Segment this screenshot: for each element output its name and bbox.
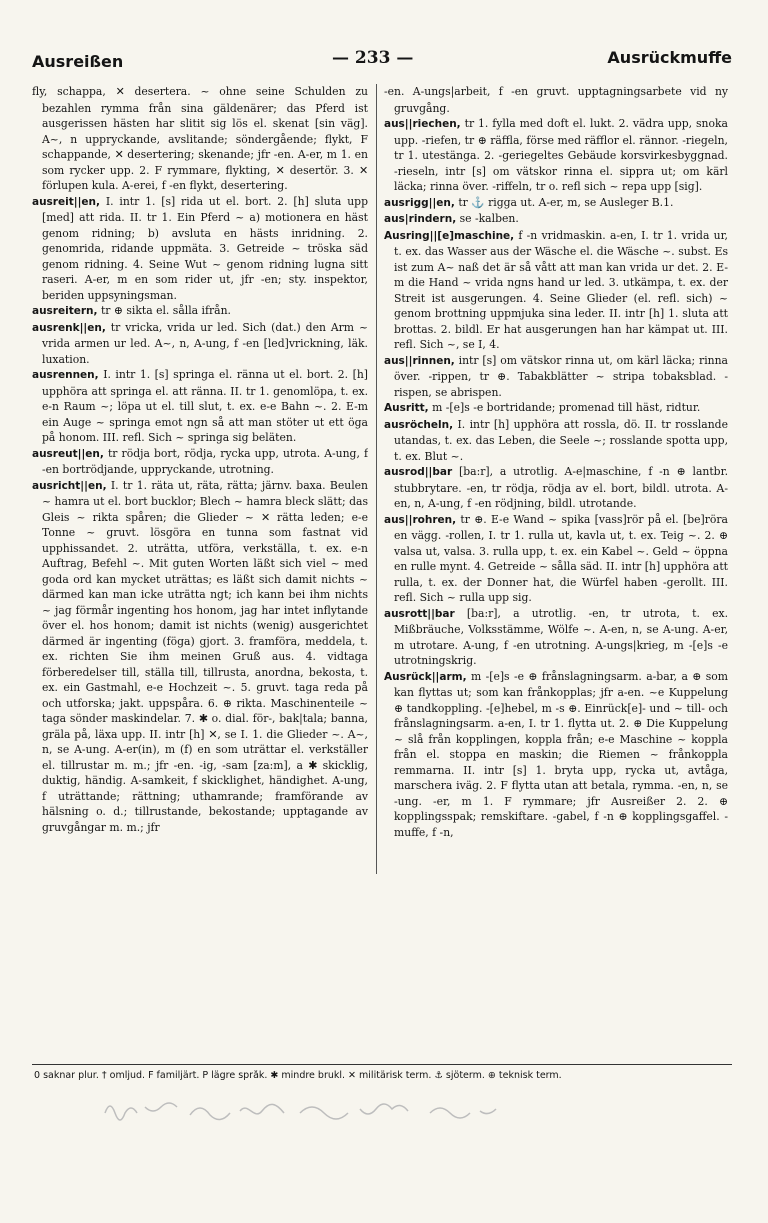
entry-text: [ba:r], a utrotlig. A-e|maschine, f -n ⊕ lantbr. stubbrytare. -en, tr rödja, rödja av el. bort, bildl. utrota. A-en, n, A-ung, f -en rödjning, bildl. utrotande. <box>394 465 728 510</box>
entry-text: [ba:r], a utrotlig. -en, tr utrota, t. ex. Mißbräuche, Volksstämme, Wölfe ~. A-en, n, se A-ung. A-er, m utrotare. A-ung, f -en utrotning. A-ungs|krieg, m -[e]s -e utrotningskrig. <box>394 606 728 667</box>
entry-text: f -n vridmaskin. a-en, I. tr 1. vrida ur, t. ex. das Wasser aus der Wäsche el. die Wäsche ~. subst. Es ist zum A~ naß det är så vått att man kan vrida ur det. 2. E-m die Hand ~ vrida ngns hand ur led. 3. utkämpa, t. ex. der Streit ist ausgerungen. 4. Seine Glieder (el. refl. sich) ~ genom brottning uppmjuka sina leder. II. intr [h] 1. sluta att brottas. 2. bildl. Er hat ausgerungen han har kämpat ut. III. refl. Sich ~, se I, 4. <box>394 228 728 351</box>
entry-headword: ausröcheln, <box>384 418 454 431</box>
entry-headword: Ausrück||arm, <box>384 670 467 683</box>
dictionary-entry <box>384 400 728 417</box>
dictionary-entry <box>384 116 728 195</box>
dictionary-entry <box>32 303 368 320</box>
entry-headword: ausrod||bar <box>384 466 453 478</box>
dictionary-entry <box>32 478 368 836</box>
entry-headword: ausreitern, <box>32 305 98 317</box>
entry-text: fly, schappa, ✕ desertera. ~ ohne seine Schulden zu bezahlen rymma från sina gäldenärer; das Pferd ist ausgerissen hästen har slitit sig lös el. skenat [sin väg]. A~, n uppryckande, avslitande; söndergående; flykt, F schappande, ✕ desertering; skenande; jfr -en. A-er, m 1. en som rycker upp. 2. F rymmare, flykting, ✕ desertör. 3. ✕ förlupen kula. A-erei, f -en flykt, desertering. <box>32 85 368 192</box>
dictionary-entry <box>32 84 368 194</box>
left-column <box>32 84 368 874</box>
entry-headword: ausricht||en, <box>32 479 107 492</box>
entry-text: tr rödja bort, rödja, rycka upp, utrota. A-ung, f -en bortrödjande, uppryckande, utrotning. <box>42 446 368 476</box>
entry-text: se -kalben. <box>459 212 519 225</box>
entry-headword: ausreut||en, <box>32 447 104 460</box>
handwritten-pencil-note <box>100 1095 520 1130</box>
entry-text: tr 1. fylla med doft el. lukt. 2. vädra upp, snoka upp. -riefen, tr ⊕ räffla, förse med räfflor el. rännor. -riegeln, tr 1. utestänga. 2. -geriegeltes Gebäude korsvirkesbyggnad. -rieseln, intr [s] om vätskor rinna el. sippra ut; om kärl läcka; rinna över. -riffeln, tr o. refl sich ~ repa upp [sig]. <box>394 117 728 193</box>
entry-text: tr vricka, vrida ur led. Sich (dat.) den Arm ~ vrida armen ur led. A~, n, A-ung, f -en [led]vrickning, läk. luxation. <box>42 320 368 366</box>
entry-text: intr [s] om vätskor rinna ut, om kärl läcka; rinna över. -rippen, tr ⊕. Tabakblätter ~ stripa tobaksblad. -rispen, se abrispen. <box>394 353 728 399</box>
dictionary-entry <box>384 195 728 212</box>
entry-headword: aus|rindern, <box>384 213 457 225</box>
handwriting-scribble <box>100 1095 520 1125</box>
entry-headword: ausrigg||en, <box>384 196 455 209</box>
entry-headword: ausrott||bar <box>384 607 455 620</box>
entry-headword: aus||rinnen, <box>384 354 455 367</box>
right-running-headword: Ausrückmuffe <box>607 48 732 67</box>
entry-text: tr ⊕ sikta el. sålla ifrån. <box>100 304 231 317</box>
entry-headword: aus||riechen, <box>384 118 461 130</box>
entry-text: tr ⚓ rigga ut. A-er, m, se Ausleger B.1. <box>458 195 674 209</box>
entry-text: I. tr 1. räta ut, räta, rätta; järnv. baxa. Beulen ~ hamra ut el. bort bucklor; Blech ~ hamra bleck slätt; das Gleis ~ rikta spåren; die Glieder ~ ✕ rätta leden; e-e Tonne ~ gruvt. lösgöra en tunna som fastnat vid upphissandet. 2. uträtta, utföra, verkställa, t. ex. e-n Auftrag, Befehl ~. Mit guten Worten läßt sich viel ~ med goda ord kan mycket uträttas; es läßt sich damit nichts ~ därmed kan man icke uträtta ngt; ich kann bei ihm nichts ~ jag förmår ingenting hos honom, jag har intet inflytande över el. hos honom; damit ist nichts (wenig) ausgerichtet därmed är ingenting (föga) gjort. 3. framföra, meddela, t. ex. richten Sie ihm meinen Gruß aus. 4. vidtaga förberedelser till, ställa till, tillrusta, anordna, bekosta, t. ex. ein Gastmahl, e-e Hochzeit ~. 5. gruvt. taga reda på och utforska; jakt. uppspåra. 6. ⊕ rikta. Maschinenteile ~ taga sönder maskindelar. 7. ✱ o. dial. för-, bak|tala; banna, gräla på, läxa upp. II. intr [h] ✕, se I. 1. die Glieder ~. A~, n, se A-ung. A-er(in), m (f) en som uträttar el. verkställer el. tillrustar m. m.; jfr -en. -ig, -sam [za:m], a ✱ skicklig, duktig, händig. A-samkeit, f skicklighet, händighet. A-ung, f uträttande; rättning; uthamrande; framförande av hälsning o. d.; tillrustande, bekostande; upptagande av gruvgångar m. m.; jfr <box>42 478 368 834</box>
entry-text: -en. A-ungs|arbeit, f -en gruvt. upptagningsarbete vid ny gruvgång. <box>384 85 728 115</box>
dictionary-entry <box>384 512 728 606</box>
entry-headword: Ausring||[e]maschine, <box>384 229 515 242</box>
entry-text: I. intr 1. [s] springa el. ränna ut el. bort. 2. [h] upphöra att springa el. att ränna. II. tr 1. genomlöpa, t. ex. e-n Raum ~; löpa ut el. till slut, t. ex. e-e Bahn ~. 2. E-m ein Auge ~ springa emot ngn så att man stöter ut ett öga på honom. III. refl. Sich ~ springa sig beläten. <box>42 368 368 444</box>
dictionary-entry <box>384 417 728 465</box>
dictionary-entry <box>384 84 728 116</box>
entry-headword: aus||rohren, <box>384 513 457 526</box>
entry-text: m -[e]s -e bortridande; promenad till häst, ridtur. <box>432 401 701 414</box>
dictionary-entry <box>32 446 368 478</box>
right-column <box>384 84 728 874</box>
entry-text: m -[e]s -e ⊕ frånslagningsarm. a-bar, a ⊕ som kan flyttas ut; som kan frånkopplas; jfr a-en. ~e Kuppelung ⊕ tandkoppling. -[e]hebel, m -s ⊕. Einrück[e]- und ~ till- och frånslagningsarm. a-en, I. tr 1. flytta ut. 2. ⊕ Die Kuppelung ~ slå från kopplingen, koppla från; e-e Maschine ~ koppla från el. stoppa en maskin; die Riemen ~ frånkoppla remmarna. II. intr [s] 1. bryta upp, rycka ut, avtåga, marschera iväg. 2. F flytta utan att betala, rymma. -en, n, se -ung. -er, m 1. F rymmare; jfr Ausreißer 2. 2. ⊕ kopplingsspak; remskiftare. -gabel, f -n ⊕ kopplingsgaffel. -muffe, f -n, <box>394 669 728 839</box>
dictionary-entry <box>384 353 728 401</box>
dictionary-entry <box>384 211 728 228</box>
dictionary-entry <box>384 606 728 669</box>
entry-text: I. intr [h] upphöra att rossla, dö. II. tr rosslande utandas, t. ex. das Leben, die Seele ~; rosslande spotta upp, t. ex. Blut ~. <box>394 417 728 463</box>
dictionary-entry <box>384 669 728 841</box>
dictionary-entry <box>32 320 368 368</box>
entry-headword: Ausritt, <box>384 402 429 414</box>
abbreviation-legend: 0 saknar plur. † omljud. F familjärt. P lägre språk. ✱ mindre brukl. ✕ militärisk term. ⚓ sjöterm. ⊕ teknisk term. <box>34 1070 562 1081</box>
entry-text: tr ⊕. E-e Wand ~ spika [vass]rör på el. [be]röra en vägg. -rollen, I. tr 1. rulla ut, kavla ut, t. ex. Teig ~. 2. ⊕ valsa ut, valsa. 3. rulla upp, t. ex. ein Kabel ~. Geld ~ öppna en rulle mynt. 4. Getreide ~ sålla säd. II. intr [h] upphöra att rulla, t. ex. der Donner hat, die Würfel haben -gerollt. III. refl. Sich ~ rulla upp sig. <box>394 512 728 604</box>
left-running-headword: Ausreißen <box>32 52 124 71</box>
entry-headword: ausreit||en, <box>32 195 100 208</box>
dictionary-entry <box>32 194 368 304</box>
entry-headword: ausrenk||en, <box>32 321 106 334</box>
entry-text: I. intr 1. [s] rida ut el. bort. 2. [h] sluta upp [med] att rida. II. tr 1. Ein Pferd ~ a) motionera en häst genom ridning; b) avsluta en hästs inridning. 2. genomrida, ridande uppmäta. 3. Getreide ~ tröska säd genom ridning. 4. Seine Wut ~ genom ridning lugna sitt raseri. A-er, m en som rider ut, jfr -en; sty. inspektor, beriden uppsyningsman. <box>42 194 368 302</box>
page-number: — 233 — <box>332 48 414 68</box>
dictionary-entry <box>384 228 728 353</box>
page-header <box>32 38 732 78</box>
footer-rule <box>32 1064 732 1065</box>
column-divider <box>376 84 377 874</box>
dictionary-entry <box>384 464 728 512</box>
dictionary-entry <box>32 367 368 446</box>
entry-headword: ausrennen, <box>32 369 99 381</box>
